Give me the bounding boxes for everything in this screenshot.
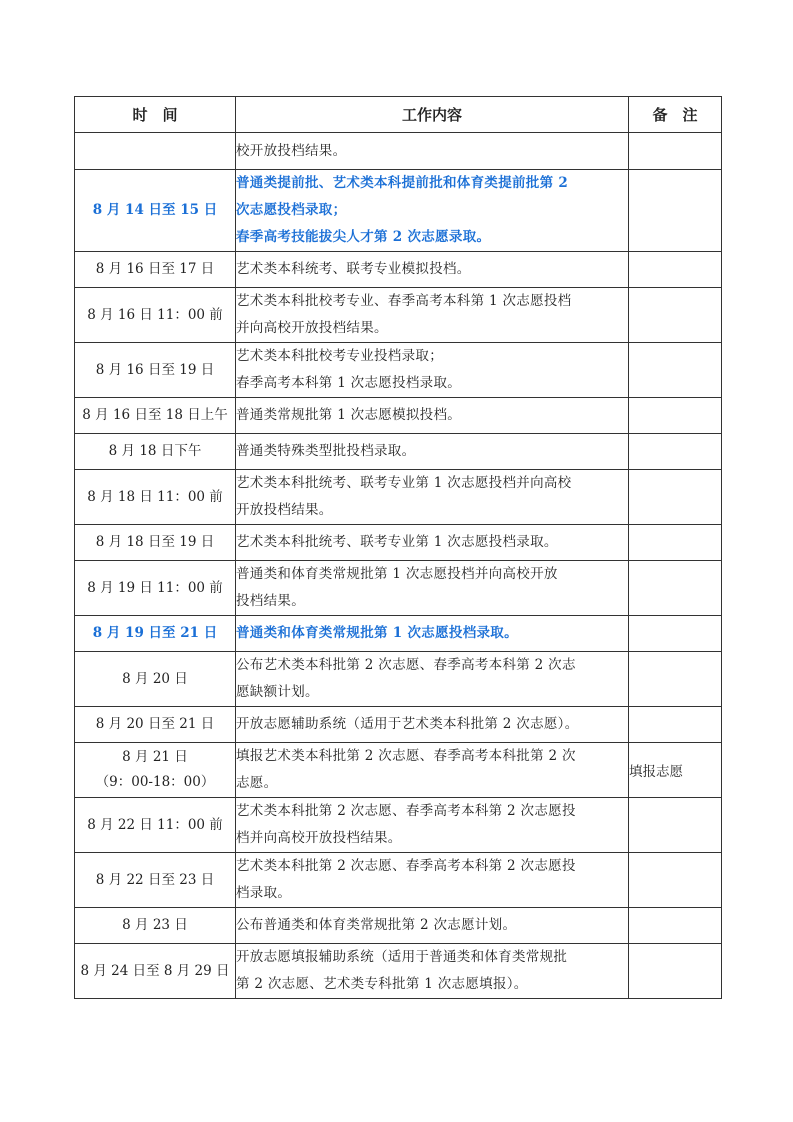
cell-time — [75, 616, 236, 652]
cell-content — [236, 652, 629, 707]
cell-note — [629, 133, 722, 170]
content-line: 开放志愿辅助系统（适用于艺术类本科批第 2 次志愿）。 — [236, 716, 579, 732]
cell-note — [629, 252, 722, 288]
cell-note — [629, 398, 722, 434]
content-line: 普通类提前批、艺术类本科提前批和体育类提前批第 2 — [236, 175, 569, 191]
table-row — [75, 252, 722, 288]
table-row — [75, 133, 722, 170]
time-line: 8 月 24 日至 8 月 29 日 — [80, 962, 230, 979]
cell-note — [629, 288, 722, 343]
cell-content — [236, 798, 629, 853]
cell-time — [75, 133, 236, 170]
content-line: 艺术类本科批统考、联考专业第 1 次志愿投档录取。 — [236, 534, 558, 550]
time-line: 8 月 19 日 11：00 前 — [87, 579, 223, 596]
content-line: 春季高考本科第 1 次志愿投档录取。 — [236, 375, 462, 391]
time-line: 8 月 20 日 — [122, 670, 188, 687]
time-line: 8 月 22 日 11：00 前 — [87, 816, 223, 833]
content-line: 并向高校开放投档结果。 — [236, 320, 388, 336]
table-row — [75, 398, 722, 434]
cell-content — [236, 133, 629, 170]
content-line: 艺术类本科批第 2 次志愿、春季高考本科第 2 次志愿投 — [236, 803, 576, 819]
table-row — [75, 525, 722, 561]
table-row — [75, 616, 722, 652]
cell-content — [236, 170, 629, 252]
content-line: 艺术类本科批统考、联考专业第 1 次志愿投档并向高校 — [236, 475, 572, 491]
table-row — [75, 288, 722, 343]
cell-time — [75, 707, 236, 743]
cell-content — [236, 616, 629, 652]
time-line: 8 月 18 日至 19 日 — [95, 534, 215, 550]
table-row — [75, 652, 722, 707]
content-line: 次志愿投档录取； — [236, 202, 347, 218]
cell-time — [75, 170, 236, 252]
content-line: 愿缺额计划。 — [236, 684, 319, 700]
cell-note — [629, 561, 722, 616]
cell-content — [236, 908, 629, 944]
cell-note — [629, 343, 722, 398]
time-line: 8 月 14 日至 15 日 — [92, 202, 218, 218]
cell-time — [75, 743, 236, 798]
cell-time — [75, 561, 236, 616]
time-line: 8 月 16 日至 19 日 — [95, 361, 215, 378]
content-line: 投档结果。 — [236, 593, 305, 609]
content-line: 开放志愿填报辅助系统（适用于普通类和体育类常规批 — [236, 949, 568, 965]
cell-content — [236, 343, 629, 398]
table-body — [75, 133, 722, 999]
header-note: 备 注 — [629, 97, 722, 133]
content-line: 公布艺术类本科批第 2 次志愿、春季高考本科第 2 次志 — [236, 657, 576, 673]
cell-content — [236, 561, 629, 616]
table-row — [75, 944, 722, 999]
content-line: 春季高考技能拔尖人才第 2 次志愿录取。 — [236, 229, 491, 245]
cell-content — [236, 470, 629, 525]
cell-note — [629, 853, 722, 908]
cell-note — [629, 707, 722, 743]
time-line: 8 月 18 日下午 — [108, 443, 202, 459]
cell-content — [236, 434, 629, 470]
content-line: 档录取。 — [236, 885, 292, 901]
time-line: 8 月 23 日 — [122, 917, 188, 933]
content-line: 校开放投档结果。 — [236, 142, 347, 159]
time-line: 8 月 16 日至 18 日上午 — [82, 407, 228, 423]
table-row — [75, 707, 722, 743]
header-time: 时 间 — [75, 97, 236, 133]
cell-content — [236, 853, 629, 908]
time-line: 8 月 16 日 11：00 前 — [87, 306, 223, 323]
table-row — [75, 743, 722, 798]
cell-time — [75, 908, 236, 944]
cell-time — [75, 652, 236, 707]
cell-note — [629, 470, 722, 525]
content-line: 艺术类本科统考、联考专业模拟投档。 — [236, 261, 471, 277]
cell-content — [236, 288, 629, 343]
cell-time — [75, 470, 236, 525]
content-line: 普通类和体育类常规批第 1 次志愿投档并向高校开放 — [236, 566, 558, 582]
cell-time — [75, 343, 236, 398]
content-line: 普通类和体育类常规批第 1 次志愿投档录取。 — [236, 625, 518, 641]
table-row — [75, 561, 722, 616]
content-line: 普通类特殊类型批投档录取。 — [236, 443, 416, 459]
cell-time — [75, 525, 236, 561]
cell-note — [629, 170, 722, 252]
cell-note — [629, 944, 722, 999]
cell-time — [75, 944, 236, 999]
cell-note — [629, 652, 722, 707]
table-header-row — [75, 97, 722, 133]
cell-time — [75, 798, 236, 853]
content-line: 艺术类本科批校考专业、春季高考本科第 1 次志愿投档 — [236, 293, 572, 309]
table-row — [75, 343, 722, 398]
time-line: 8 月 19 日至 21 日 — [92, 625, 218, 641]
cell-note: 填报志愿 — [629, 743, 722, 798]
table-row — [75, 470, 722, 525]
cell-time — [75, 288, 236, 343]
time-line: 8 月 20 日至 21 日 — [95, 716, 215, 732]
time-line: 8 月 18 日 11：00 前 — [87, 488, 223, 505]
cell-note — [629, 525, 722, 561]
time-line: （9：00-18：00） — [95, 774, 215, 790]
table-row — [75, 170, 722, 252]
content-line: 第 2 次志愿、艺术类专科批第 1 次志愿填报）。 — [236, 976, 528, 992]
cell-time — [75, 398, 236, 434]
cell-note — [629, 908, 722, 944]
admission-schedule-table — [74, 96, 722, 999]
cell-content — [236, 525, 629, 561]
table-row — [75, 434, 722, 470]
content-line: 艺术类本科批校考专业投档录取； — [236, 348, 443, 364]
cell-content — [236, 252, 629, 288]
cell-note — [629, 434, 722, 470]
cell-content — [236, 743, 629, 798]
table-row — [75, 853, 722, 908]
content-line: 普通类常规批第 1 次志愿模拟投档。 — [236, 407, 462, 423]
time-line: 8 月 16 日至 17 日 — [95, 261, 215, 277]
table-row — [75, 798, 722, 853]
cell-time — [75, 853, 236, 908]
cell-time — [75, 252, 236, 288]
content-line: 志愿。 — [236, 775, 278, 791]
time-line: 8 月 21 日 — [122, 749, 188, 765]
cell-content — [236, 944, 629, 999]
content-line: 艺术类本科批第 2 次志愿、春季高考本科第 2 次志愿投 — [236, 858, 576, 874]
cell-content — [236, 398, 629, 434]
content-line: 开放投档结果。 — [236, 502, 333, 518]
cell-time — [75, 434, 236, 470]
content-line: 公布普通类和体育类常规批第 2 次志愿计划。 — [236, 917, 517, 933]
table-row — [75, 908, 722, 944]
content-line: 填报艺术类本科批第 2 次志愿、春季高考本科批第 2 次 — [236, 748, 576, 764]
header-content: 工作内容 — [236, 97, 629, 133]
content-line: 档并向高校开放投档结果。 — [236, 830, 402, 846]
cell-note — [629, 798, 722, 853]
cell-content — [236, 707, 629, 743]
cell-note — [629, 616, 722, 652]
time-line: 8 月 22 日至 23 日 — [95, 871, 215, 888]
